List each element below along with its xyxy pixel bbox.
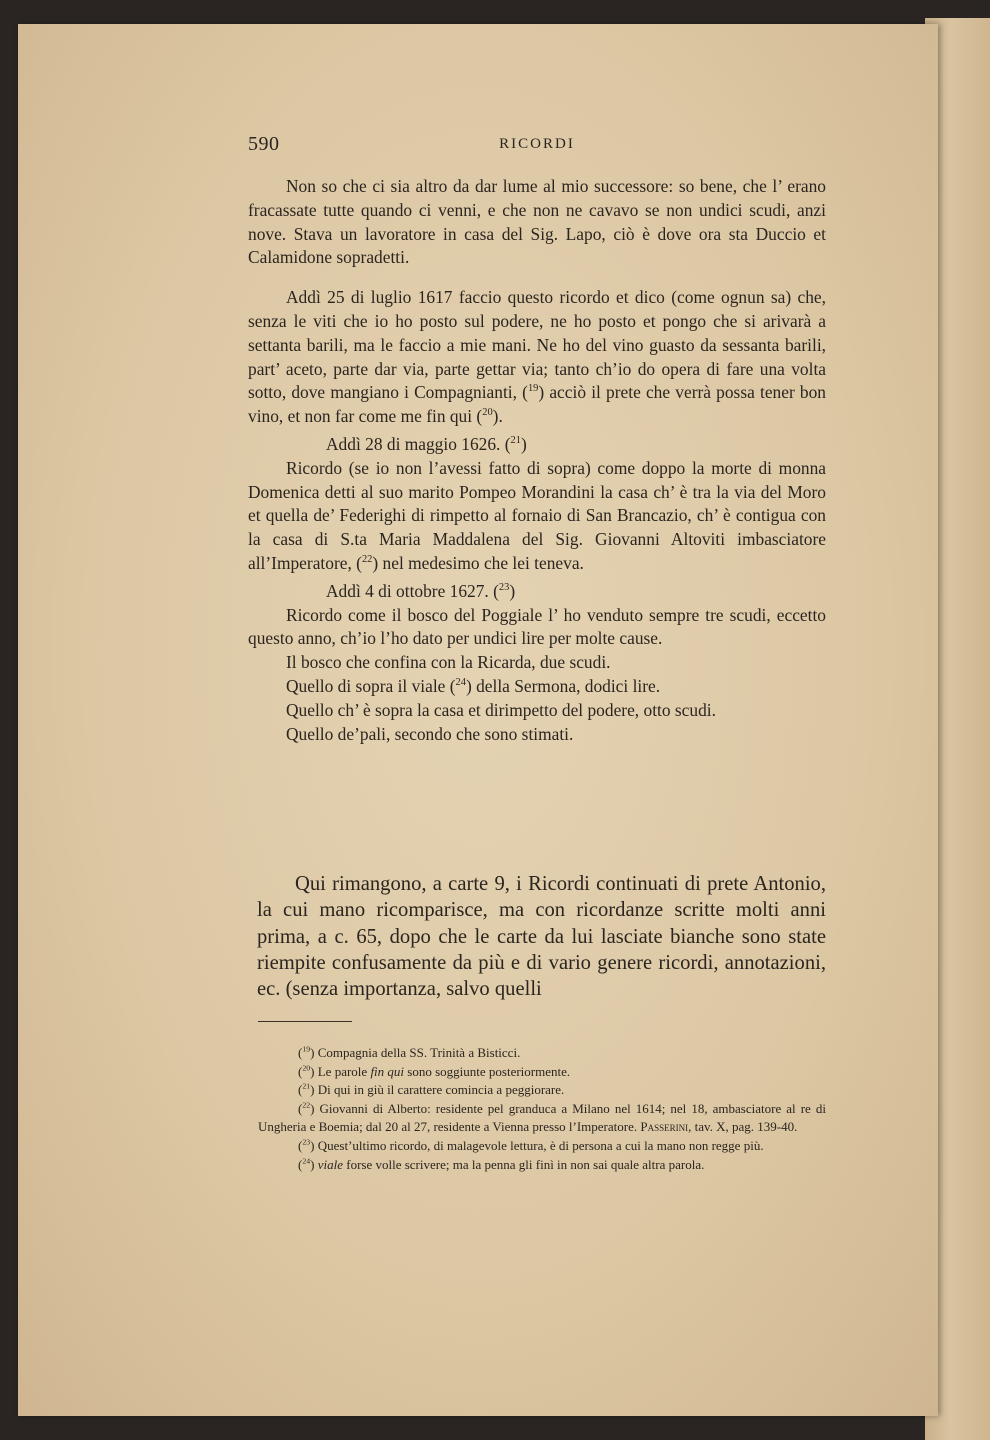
running-title: RICORDI — [499, 136, 575, 152]
footnote-21: ($^{21}$) Di qui in giù il carattere comincia a peggiorare. — [298, 1081, 565, 1098]
item-viale: Quello di sopra il viale ($^{24}$) della Sermona, dodici lire. — [286, 675, 661, 696]
footnote-ref-21: 21 — [510, 435, 521, 447]
footnote-ref-20: 20 — [482, 407, 493, 419]
footnote-23: ($^{23}$) Quest’ultimo ricordo, di malagevole lettura, è di persona a cui la mano non regge più. — [298, 1137, 764, 1153]
paragraph-1626: Ricordo (se io non l’avessi fatto di sopra) come doppo la morte di monna Domenica detti al suo marito Pompeo Morandini la casa ch’ è tra la via del Moro et quella de’ Federighi di rimpetto al fornaio di San Brancazio, ch’ è contigua con la casa di S.ta Maria Maddalena del Sig. Giovanni Altoviti imbasciatore all’Imperatore, ($^{22}$) nel medesimo che lei teneva. — [248, 457, 826, 573]
footnote-19: ($^{19}$) Compagnia della SS. Trinità a Bisticci. — [298, 1044, 521, 1060]
item-podere: Quello ch’ è sopra la casa et dirimpetto del podere, otto scudi. — [286, 699, 716, 720]
footnote-divider — [258, 1021, 352, 1022]
footnote-ref-24: 24 — [455, 677, 466, 689]
editor-commentary — [257, 871, 826, 1002]
paragraph-successor: Non so che ci sia altro da dar lume al mio successore: so bene, che l’ erano fracassate tutte quando ci venni, e che non ne cavavo se non undici scudi, anzi nove. Stava un lavoratore in casa del Sig. Lapo, ciò è dove ora sta Duccio et Calamidone sopradetti. — [248, 176, 826, 268]
footnote-ref-19: 19 — [527, 383, 539, 395]
footnote-24: ($^{24}$) viale forse volle scrivere; ma la penna gli finì in non sai quale altra parola. — [298, 1156, 705, 1172]
page-number: 590 — [248, 133, 280, 155]
date-1626: Addì 28 di maggio 1626. ($^{21}$) — [326, 433, 527, 454]
running-head — [248, 133, 826, 159]
commentary-paragraph: Qui rimangono, a carte 9, i Ricordi continuati di prete Antonio, la cui mano ricomparisce, ma con ricordanze scritte molti anni prima, a c. 65, dopo che le carte da lui lasciate bianche sono state riempite confusamente da più e di vario genere ricordi, annotazioni, ec. (senza importanza, salvo quelli — [257, 873, 826, 1001]
document-text — [248, 175, 826, 746]
paragraph-bosco: Ricordo come il bosco del Poggiale l’ ho venduto sempre tre scudi, eccetto questo anno, ch’io l’ho dato per undici lire per molte cause. — [248, 604, 826, 649]
footnotes — [258, 1044, 826, 1174]
footnote-ref-22: 22 — [361, 554, 373, 566]
item-ricarda: Il bosco che confina con la Ricarda, due scudi. — [286, 652, 611, 673]
item-pali: Quello de’pali, secondo che sono stimati. — [286, 723, 574, 744]
footnote-20: ($^{20}$) Le parole fin qui sono soggiunte posteriormente. — [298, 1063, 571, 1079]
footnote-ref-23: 23 — [498, 581, 510, 593]
paragraph-1617: Addì 25 di luglio 1617 faccio questo ricordo et dico (come ognun sa) che, senza le viti che io ho posto sul podere, ne ho posto et pongo che si arivarà a settanta barili, ma le faccio a mie mani. Ne ho del vino guasto da sessanta barili, part’ aceto, parte dar via, parte gettar via; tanto ch’io do opera di fare una volta sotto, dove mangiano i Compagnianti, ($^{19}$) acciò il prete che verrà possa tener bon vino, et non far come me fin qui ($^{20}$). — [248, 287, 827, 427]
footnote-22: ($^{22}$) Giovanni di Alberto: residente pel granduca a Milano nel 1614; nel 18, ambasciatore al re di Ungheria e Boemia; dal 20 al 27, residente a Vienna presso l’Imperatore. Passerini, tav. X, pag. 139-40. — [258, 1100, 826, 1135]
date-1627: Addì 4 di ottobre 1627. ($^{23}$) — [326, 580, 516, 601]
